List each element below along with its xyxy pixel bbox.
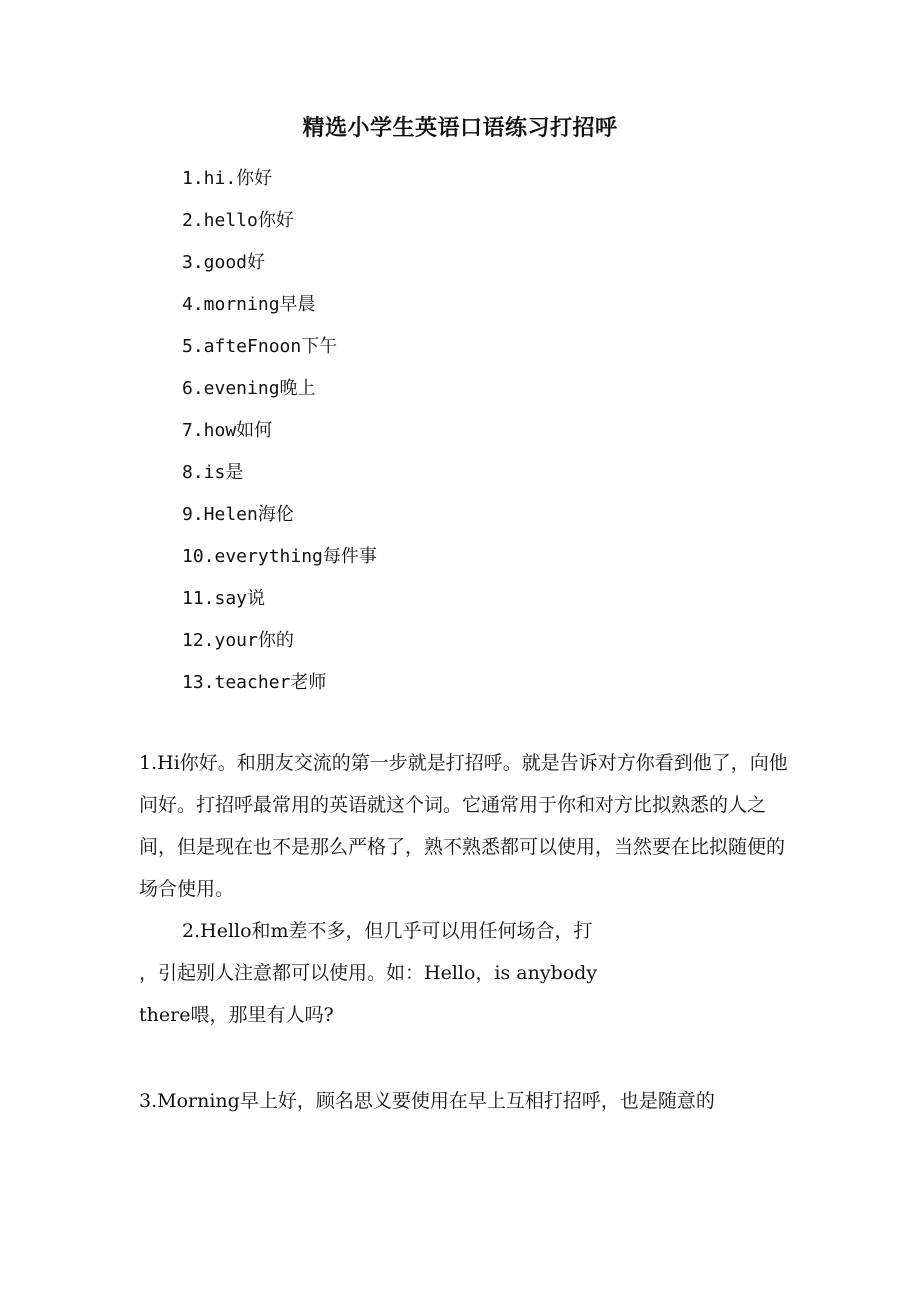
paragraph-hello-line-2: ，引起别人注意都可以使用。如：Hello，is anybody	[139, 962, 598, 984]
vocabulary-item: 10.everything每件事	[182, 546, 377, 567]
vocabulary-item: 7.how如何	[182, 420, 273, 441]
paragraph-hello-line-1: 2.Hello和m差不多，但几乎可以用任何场合，打	[182, 920, 593, 942]
vocabulary-item: 2.hello你好	[182, 210, 294, 231]
vocabulary-list	[182, 158, 377, 704]
vocabulary-item: 9.Helen海伦	[182, 504, 294, 525]
vocabulary-item: 6.evening晚上	[182, 378, 316, 399]
paragraph-morning: 3.Morning早上好，顾名思义要使用在早上互相打招呼，也是随意的	[139, 1090, 715, 1112]
vocabulary-item: 3.good好	[182, 252, 266, 273]
vocabulary-item: 4.morning早晨	[182, 294, 316, 315]
vocabulary-item: 13.teacher老师	[182, 672, 327, 693]
document-title: 精选小学生英语口语练习打招呼	[302, 115, 618, 141]
paragraph-hi: 1.Hi你好。和朋友交流的第一步就是打招呼。就是告诉对方你看到他了，向他问好。打招呼最常用的英语就这个词。它通常用于你和对方比拟熟悉的人之间，但是现在也不是那么严格了，熟不熟悉都可以使用，当然要在比拟随便的场合使用。	[139, 752, 788, 900]
vocabulary-item: 12.your你的	[182, 630, 294, 651]
vocabulary-item: 5.afteFnoon下午	[182, 336, 338, 357]
vocabulary-item: 8.is是	[182, 462, 244, 483]
paragraph-hello-line-3: there喂，那里有人吗?	[139, 1004, 334, 1026]
vocabulary-item: 11.say说	[182, 588, 266, 609]
vocabulary-item: 1.hi.你好	[182, 168, 273, 189]
